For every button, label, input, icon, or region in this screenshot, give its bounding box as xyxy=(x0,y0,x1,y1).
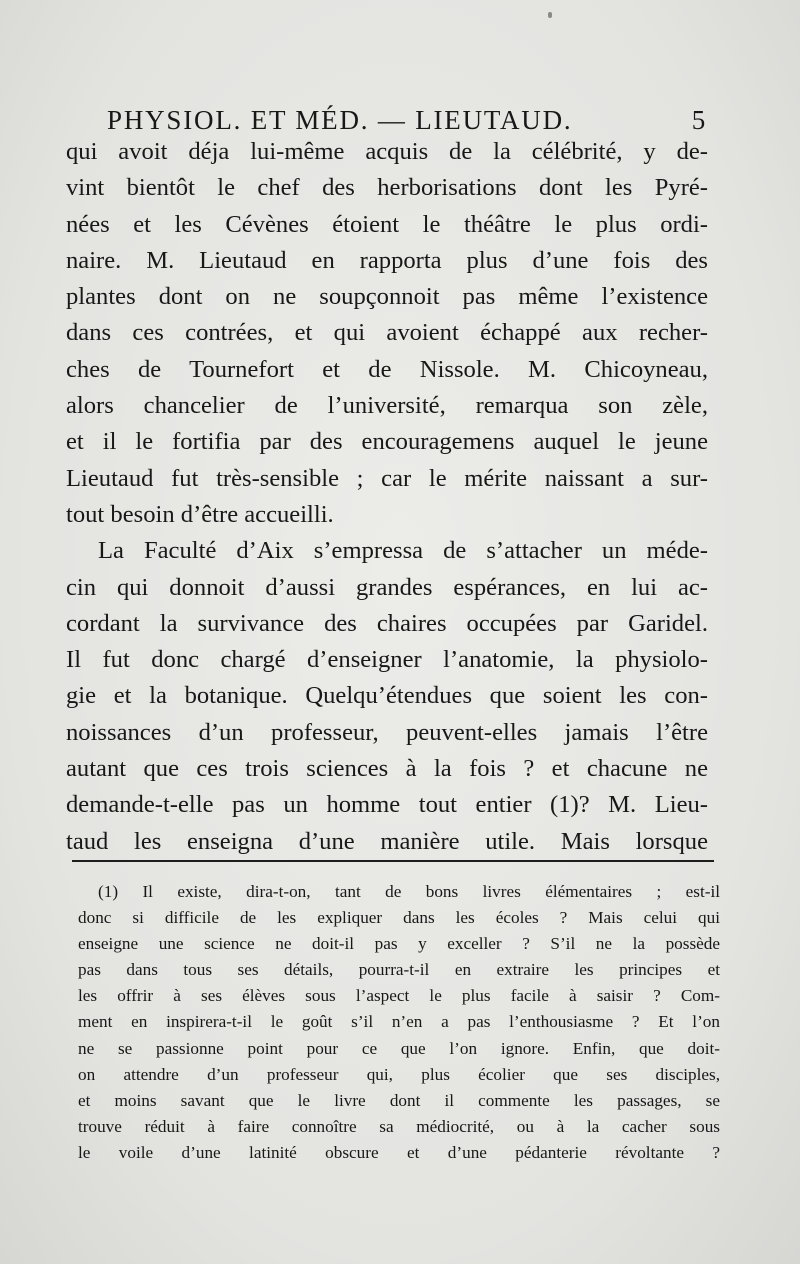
footnote-line: ne se passionne point pour ce que l’on ignore. Enfin, que doit- xyxy=(78,1038,720,1058)
text-line: dans ces contrées, et qui avoient échappé aux recher- xyxy=(66,319,708,347)
text-line: taud les enseigna d’une manière utile. Mais lorsque xyxy=(66,827,708,855)
text-line: naire. M. Lieutaud en rapporta plus d’une fois des xyxy=(66,246,708,274)
ink-speck xyxy=(548,12,552,18)
paragraph-end-line: tout besoin d’être accueilli. xyxy=(66,500,334,528)
paragraph-start-line: La Faculté d’Aix s’empressa de s’attacher un méde- xyxy=(98,537,708,565)
text-line: demande-t-elle pas un homme tout entier (1)? M. Lieu- xyxy=(66,791,708,819)
footnote-line: (1) Il existe, dira-t-on, tant de bons livres élémentaires ; est-il xyxy=(98,882,720,901)
footnote-line: et moins savant que le livre dont il commente les passages, se xyxy=(78,1090,720,1110)
main-text xyxy=(66,134,708,860)
footnote-line: ment en inspirera-t-il le goût s’il n’en a pas l’enthousiasme ? Et l’on xyxy=(78,1012,720,1032)
text-line: noissances d’un professeur, peuvent-elles jamais l’être xyxy=(66,718,708,746)
text-line: alors chancelier de l’université, remarqua son zèle, xyxy=(66,392,708,420)
footnote-line: trouve réduit à faire connoître sa médiocrité, ou à la cacher sous xyxy=(78,1116,720,1136)
text-line: Il fut donc chargé d’enseigner l’anatomie, la physiolo- xyxy=(66,646,708,674)
text-line: Lieutaud fut très-sensible ; car le mérite naissant a sur- xyxy=(66,464,708,492)
footnote-divider xyxy=(72,860,714,862)
text-line: gie et la botanique. Quelqu’étendues que soient les con- xyxy=(66,682,708,710)
text-line: plantes dont on ne soupçonnoit pas même l’existence xyxy=(66,283,708,311)
footnote-line: les offrir à ses élèves sous l’aspect le plus facile à saisir ? Com- xyxy=(78,986,720,1006)
text-line: nées et les Cévènes étoient le théâtre le plus ordi- xyxy=(66,210,708,238)
footnote-line: le voile d’une latinité obscure et d’une pédanterie révoltante ? xyxy=(78,1142,720,1162)
text-line: autant que ces trois sciences à la fois ? et chacune ne xyxy=(66,755,708,783)
text-line: cordant la survivance des chaires occupées par Garidel. xyxy=(66,609,708,637)
page-number: 5 xyxy=(691,105,707,135)
footnote-line: enseigne une science ne doit-il pas y exceller ? S’il ne la possède xyxy=(78,934,720,954)
footnote-line: on attendre d’un professeur qui, plus écolier que ses disciples, xyxy=(78,1064,720,1084)
running-title: PHYSIOL. ET MÉD. — LIEUTAUD. xyxy=(107,105,573,135)
text-line: ches de Tournefort et de Nissole. M. Chicoyneau, xyxy=(66,355,708,383)
text-line: vint bientôt le chef des herborisations dont les Pyré- xyxy=(66,174,708,202)
text-line: qui avoit déja lui-même acquis de la célébrité, y de- xyxy=(66,138,708,165)
footnote-line: donc si difficile de les expliquer dans les écoles ? Mais celui qui xyxy=(78,908,720,928)
footnote xyxy=(78,879,720,1166)
text-line: et il le fortifia par des encouragemens auquel le jeune xyxy=(66,428,708,456)
text-line: cin qui donnoit d’aussi grandes espérances, en lui ac- xyxy=(66,573,708,601)
footnote-line: pas dans tous ses détails, pourra-t-il en extraire les principes et xyxy=(78,960,720,980)
